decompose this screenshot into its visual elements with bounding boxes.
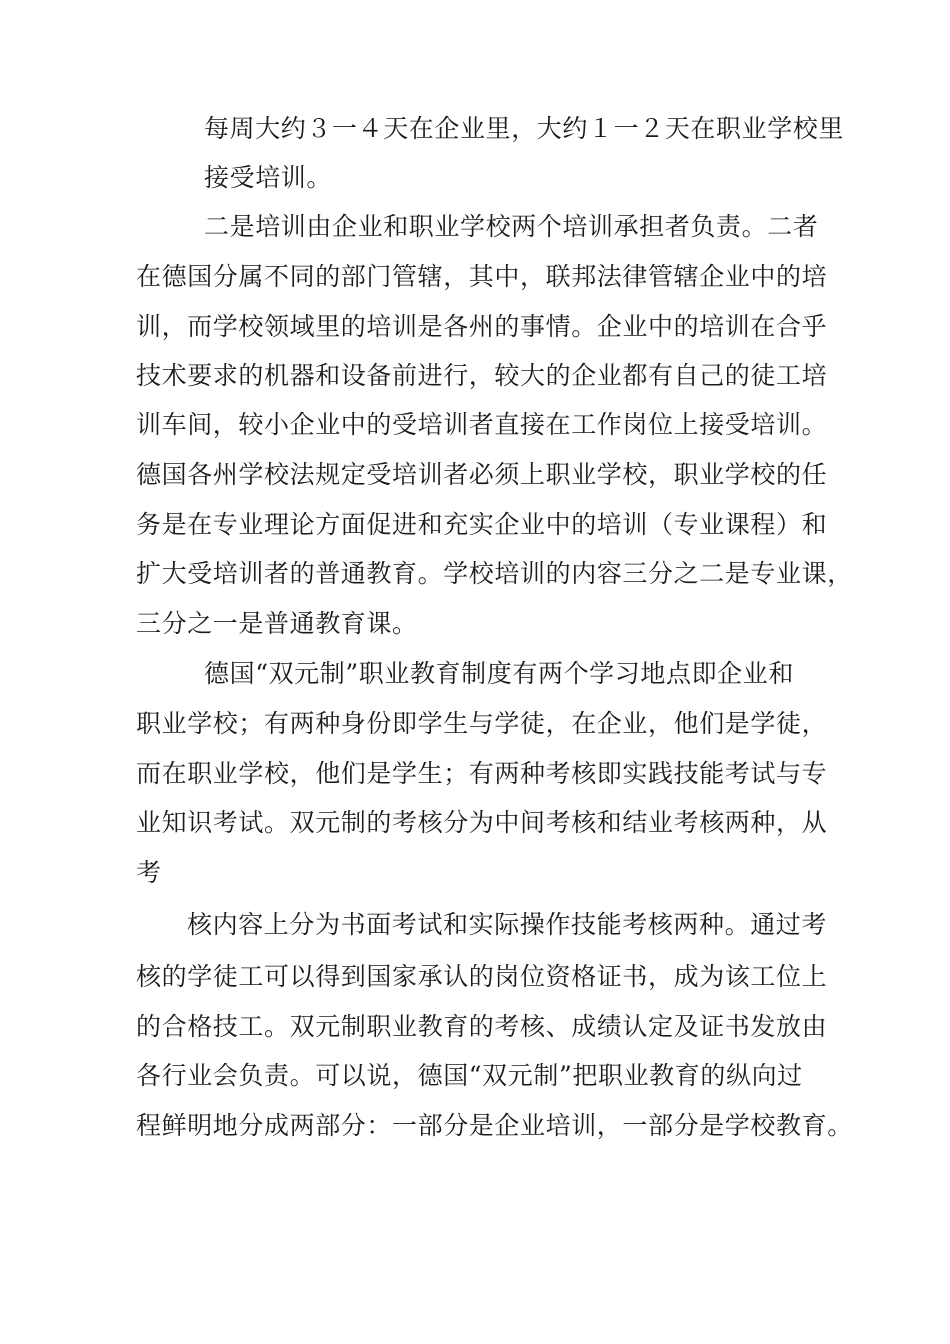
text-line: 德国各州学校法规定受培训者必须上职业学校，职业学校的任	[136, 460, 828, 489]
text-line: 各行业会负责。可以说，德国“双元制”把职业教育的纵向过	[136, 1061, 803, 1090]
text-line: 每周大约３一４天在企业里，大约１一２天在职业学校里	[204, 114, 845, 143]
text-line: 二是培训由企业和职业学校两个培训承担者负责。二者	[204, 212, 819, 241]
text-line: 技术要求的机器和设备前进行，较大的企业都有自己的徒工培	[136, 361, 828, 390]
text-line: 德国“双元制”职业教育制度有两个学习地点即企业和	[204, 659, 794, 688]
text-line: 的合格技工。双元制职业教育的考核、成绩认定及证书发放由	[136, 1012, 828, 1041]
text-line: 在德国分属不同的部门管辖，其中，联邦法律管辖企业中的培	[136, 262, 828, 291]
text-line: 扩大受培训者的普通教育。学校培训的内容三分之二是专业课，	[136, 559, 853, 588]
text-line: 训车间，较小企业中的受培训者直接在工作岗位上接受培训。	[136, 410, 828, 439]
text-line: 核内容上分为书面考试和实际操作技能考核两种。通过考	[187, 910, 828, 939]
text-line: 务是在专业理论方面促进和充实企业中的培训（专业课程）和	[136, 510, 828, 539]
text-line: 而在职业学校，他们是学生；有两种考核即实践技能考试与专	[136, 759, 828, 788]
text-line: 核的学徒工可以得到国家承认的岗位资格证书，成为该工位上	[136, 962, 828, 991]
text-line: 职业学校；有两种身份即学生与学徒，在企业，他们是学徒，	[136, 709, 828, 738]
text-line: 三分之一是普通教育课。	[136, 609, 418, 638]
text-line: 考	[136, 858, 162, 887]
text-line: 接受培训。	[204, 163, 333, 192]
text-line: 业知识考试。双元制的考核分为中间考核和结业考核两种，从	[136, 808, 828, 837]
text-line: 训，而学校领域里的培训是各州的事情。企业中的培训在合乎	[136, 312, 828, 341]
text-line: 程鲜明地分成两部分：一部分是企业培训，一部分是学校教育。	[136, 1111, 853, 1140]
